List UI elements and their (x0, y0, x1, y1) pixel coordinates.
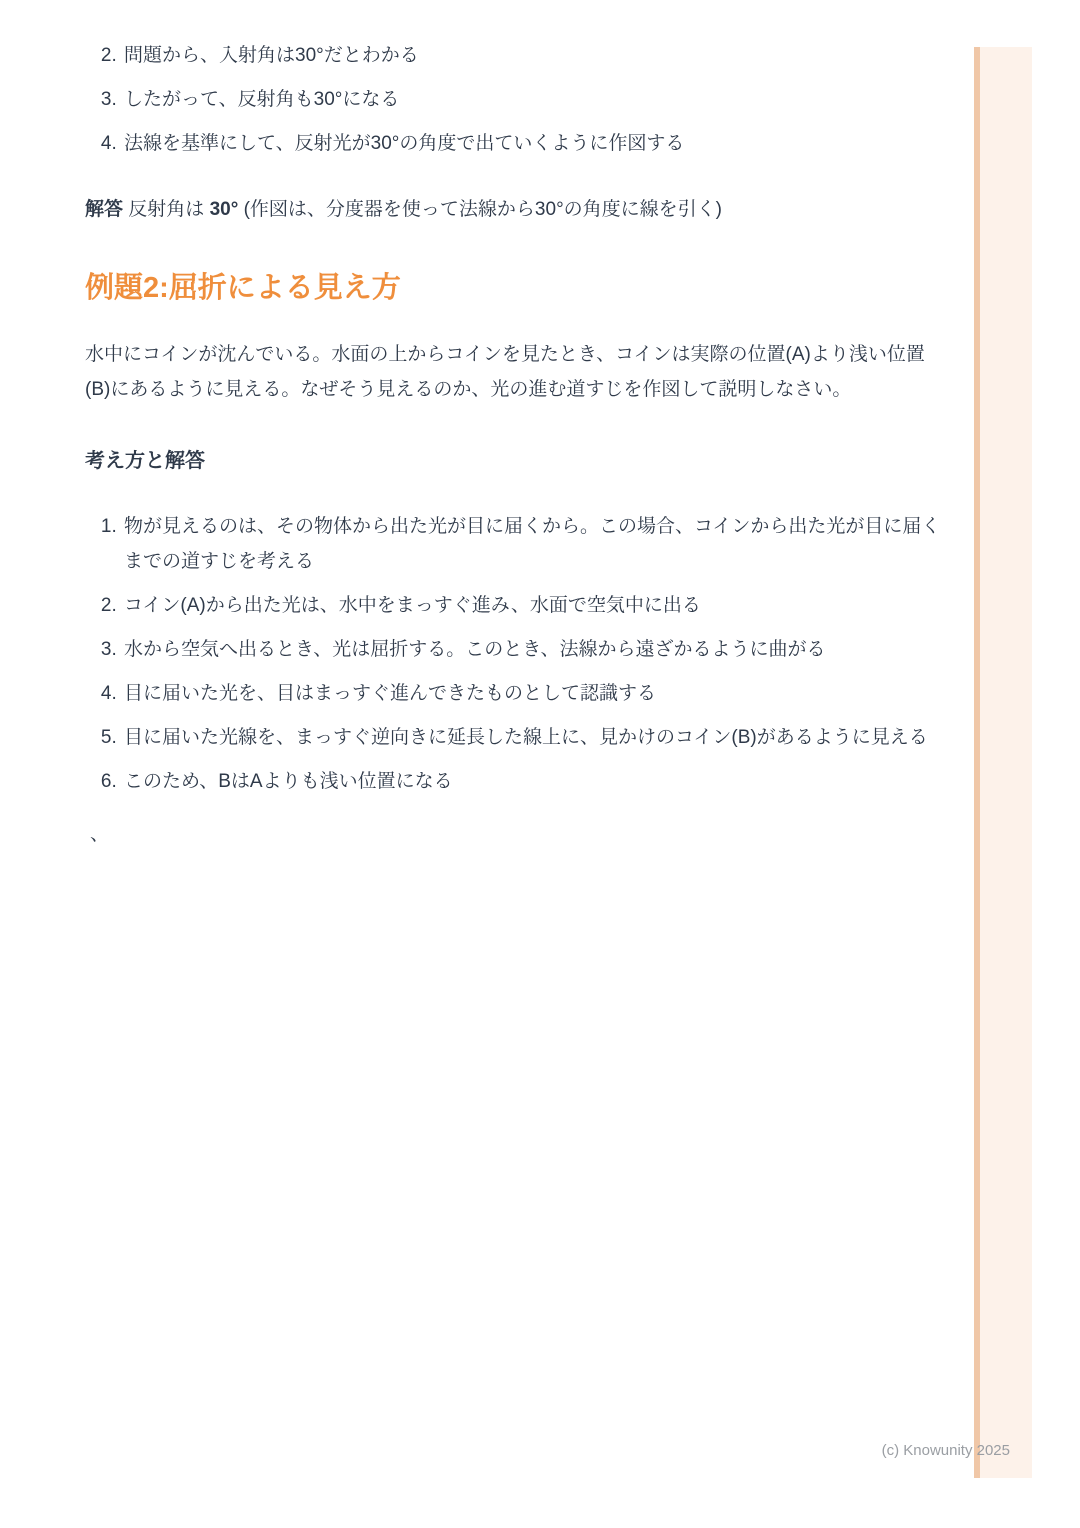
answer-text-after: (作図は、分度器を使って法線から30°の角度に線を引く) (243, 199, 722, 220)
list-item: 2. 問題から、入射角は30°だとわかる (122, 38, 947, 73)
list-item: 4. 法線を基準にして、反射光が30°の角度で出ていくように作図する (122, 126, 947, 161)
list-item: 6. このため、BはAよりも浅い位置になる (122, 764, 947, 799)
example2-subheading: 考え方と解答 (85, 450, 205, 472)
answer-text-before: 反射角は (128, 199, 205, 220)
example1-steps-list (85, 38, 947, 161)
example1-answer-line (85, 192, 947, 227)
example2-section-title: 例題2:屈折による見え方 (85, 272, 401, 304)
example2-steps-list (85, 509, 947, 799)
copyright-text: (c) Knowunity 2025 (881, 1442, 1010, 1459)
list-item: 4. 目に届いた光を、目はまっすぐ進んできたものとして認識する (122, 676, 947, 711)
list-item: 3. 水から空気へ出るとき、光は屈折する。このとき、法線から遠ざかるように曲がる (122, 632, 947, 667)
page-margin-fill (980, 47, 1032, 1478)
list-item: 2. コイン(A)から出た光は、水中をまっすぐ進み、水面で空気中に出る (122, 588, 947, 623)
stray-comma-mark: 、 (90, 824, 110, 845)
answer-value: 30° (209, 199, 239, 220)
example2-problem-statement: 水中にコインが沈んでいる。水面の上からコインを見たとき、コインは実際の位置(A)より浅い位置(B)にあるように見える。なぜそう見えるのか、光の進む道すじを作図して説明しなさい。 (85, 344, 925, 400)
list-item: 5. 目に届いた光線を、まっすぐ逆向きに延長した線上に、見かけのコイン(B)があるように見える (122, 720, 947, 755)
list-item: 1. 物が見えるのは、その物体から出た光が目に届くから。この場合、コインから出た光が目に届くまでの道すじを考える (122, 509, 947, 579)
list-item: 3. したがって、反射角も30°になる (122, 82, 947, 117)
document-content (85, 38, 947, 849)
answer-label: 解答 (85, 199, 124, 220)
